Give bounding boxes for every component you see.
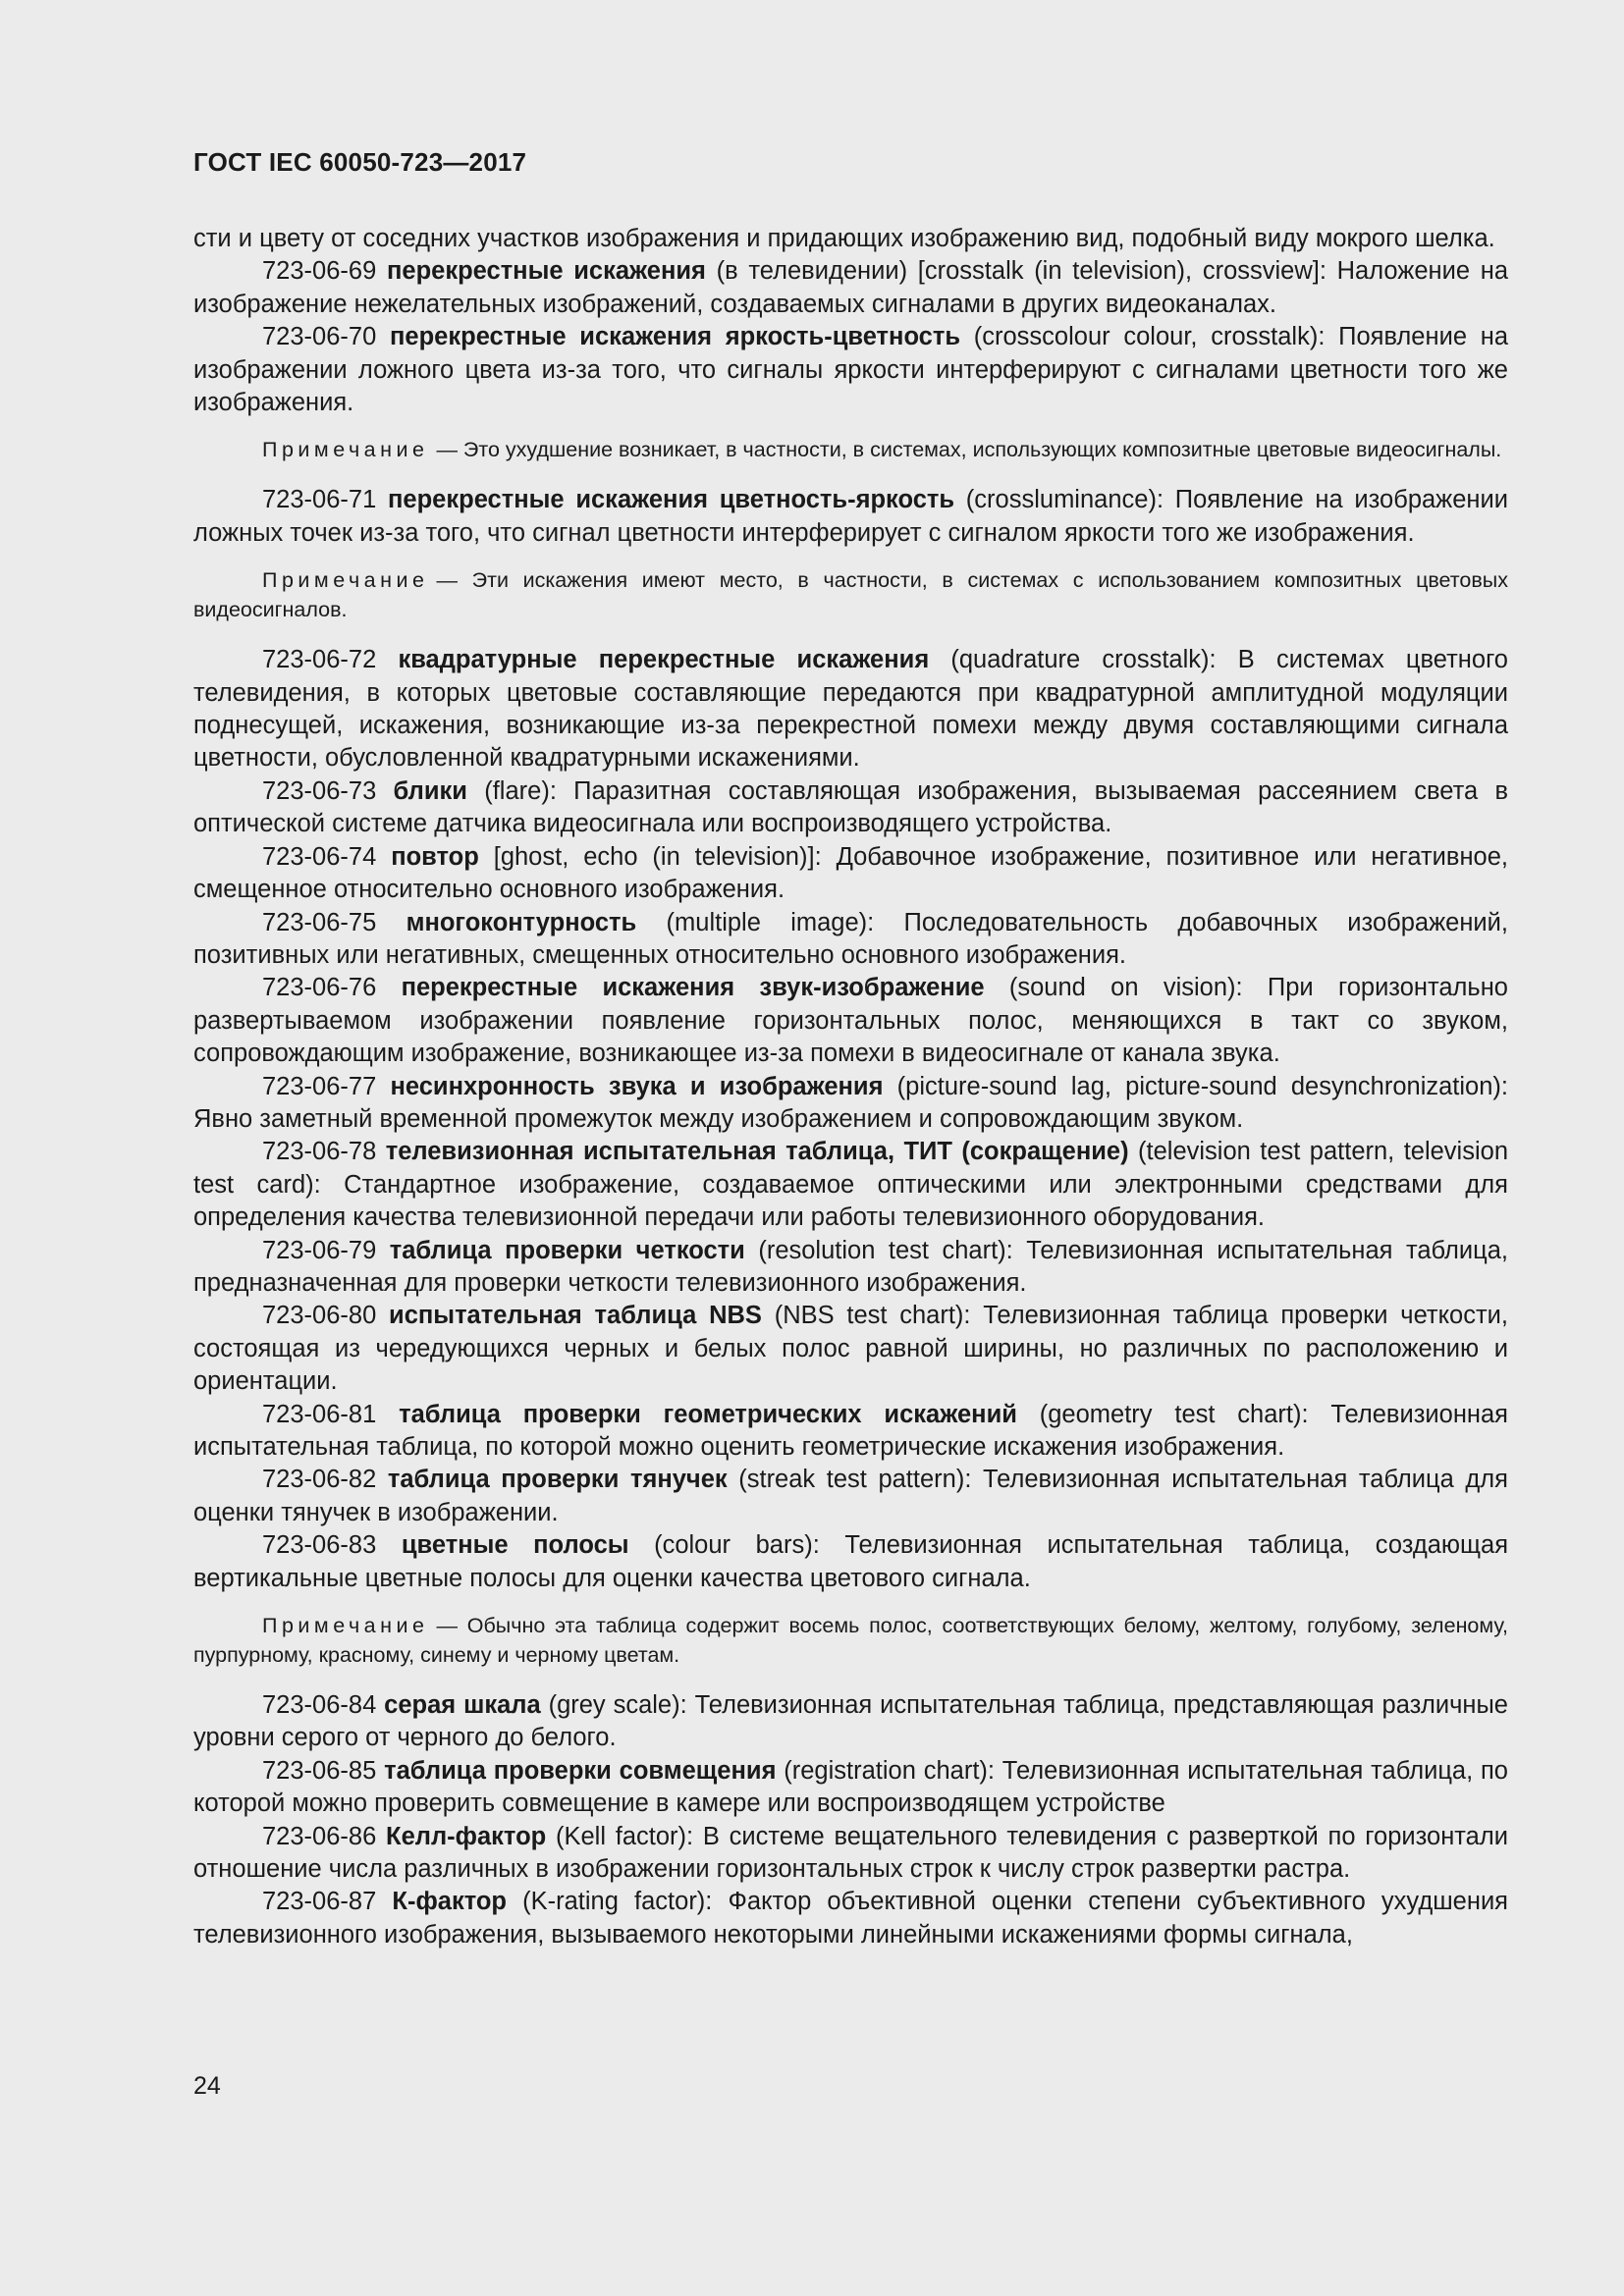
document-header: ГОСТ IEC 60050-723—2017	[193, 147, 527, 177]
term-title: серая шкала	[384, 1691, 541, 1720]
term-number: 723-06-77	[262, 1072, 377, 1100]
term-number: 723-06-73	[262, 776, 377, 805]
term-number: 723-06-81	[262, 1400, 377, 1428]
page-number: 24	[193, 2072, 221, 2100]
term-definition: (television test pattern, television test card): Стандартное изображение, создаваемое оптическими или электронными средствами для определения качества телевизионной передачи или работы телевизионного оборудования.	[193, 1138, 1508, 1232]
term-entry	[193, 1399, 1508, 1465]
term-entry	[193, 1235, 1508, 1301]
term-number: 723-06-71	[262, 486, 377, 514]
term-title: многоконтурность	[406, 908, 637, 936]
term-number: 723-06-79	[262, 1236, 377, 1264]
term-definition: [ghost, echo (in television)]: Добавочное изображение, позитивное или негативное, смещенное относительно основного изображения.	[193, 842, 1508, 904]
term-title: цветные полосы	[401, 1531, 629, 1560]
term-definition: (crossluminance): Появление на изображении ложных точек из-за того, что сигнал цветности интерферирует с сигналом яркости того же изображения.	[193, 486, 1508, 547]
term-title: таблица проверки геометрических искажений	[399, 1400, 1017, 1428]
term-definition: (NBS test chart): Телевизионная таблица проверки четкости, состоящая из чередующихся черных и белых полос равной ширины, но различных по расположению и ориентации.	[193, 1302, 1508, 1396]
term-title: квадратурные перекрестные искажения	[398, 646, 930, 674]
term-title: повтор	[391, 842, 479, 871]
note-paragraph	[193, 435, 1508, 464]
term-entry	[193, 484, 1508, 550]
term-number: 723-06-78	[262, 1138, 377, 1166]
term-entry	[193, 1886, 1508, 1951]
term-entry	[193, 1300, 1508, 1398]
term-entry	[193, 1136, 1508, 1234]
term-definition: (sound on vision): При горизонтально развертываемом изображении появление горизонтальных полос, меняющихся в такт со звуком, сопровождающим изображение, возникающее из-за помехи в видеосигнале от канала звука.	[193, 974, 1508, 1068]
term-definition: (crosscolour colour, crosstalk): Появление на изображении ложного цвета из-за того, что сигналы яркости интерферируют с сигналами цветности того же изображения.	[193, 323, 1509, 417]
term-number: 723-06-72	[262, 646, 377, 674]
term-number: 723-06-85	[262, 1756, 377, 1785]
term-definition: (quadrature crosstalk): В системах цветного телевидения, в которых цветовые составляющие передаются при квадратурной амплитудной модуляции поднесущей, искажения, возникающие из-за перекрестной помехи между двумя составляющими сигнала цветности, обусловленной квадратурными искажениями.	[193, 646, 1508, 773]
term-entry	[193, 255, 1508, 321]
term-entry	[193, 1689, 1508, 1755]
document-body	[193, 223, 1508, 1951]
term-entry	[193, 1464, 1508, 1529]
note-label: Примечание	[262, 438, 429, 462]
term-title: блики	[393, 776, 467, 805]
term-number: 723-06-83	[262, 1531, 377, 1560]
note-paragraph	[193, 1611, 1508, 1670]
term-number: 723-06-76	[262, 974, 377, 1002]
term-title: перекрестные искажения	[386, 257, 706, 286]
term-definition: (colour bars): Телевизионная испытательная таблица, создающая вертикальные цветные полосы для оценки качества цветового сигнала.	[193, 1531, 1509, 1592]
term-title: К-фактор	[392, 1888, 508, 1916]
term-entry	[193, 775, 1508, 841]
note-text: — Это ухудшение возникает, в частности, в системах, использующих композитные цветовые видеосигналы.	[436, 438, 1502, 462]
term-definition: (streak test pattern): Телевизионная испытательная таблица для оценки тянучек в изображении.	[193, 1466, 1508, 1526]
term-title: перекрестные искажения яркость-цветность	[390, 323, 961, 351]
term-title: телевизионная испытательная таблица, ТИТ (сокращение)	[385, 1138, 1129, 1166]
term-title: испытательная таблица NBS	[389, 1302, 762, 1330]
term-entry	[193, 907, 1508, 973]
term-title: несинхронность звука и изображения	[390, 1072, 884, 1100]
note-label: Примечание	[262, 1614, 429, 1638]
term-entry	[193, 1529, 1508, 1595]
term-number: 723-06-70	[262, 323, 377, 351]
term-definition: (flare): Паразитная составляющая изображения, вызываемая рассеянием света в оптической системе датчика видеосигнала или воспроизводящего устройства.	[193, 776, 1508, 838]
term-title: таблица проверки четкости	[389, 1236, 745, 1264]
term-definition: (picture-sound lag, picture-sound desynchronization): Явно заметный временной промежуток между изображением и сопровождающим звуком.	[193, 1072, 1508, 1133]
term-title: таблица проверки тянучек	[387, 1466, 728, 1494]
term-entry	[193, 972, 1508, 1070]
note-text: — Обычно эта таблица содержит восемь полос, соответствующих белому, желтому, голубому, зеленому, пурпурному, красному, синему и черному цветам.	[193, 1614, 1508, 1668]
intro-paragraph: сти и цвету от соседних участков изображения и придающих изображению вид, подобный виду мокрого шелка.	[193, 225, 1495, 252]
term-entry	[193, 321, 1508, 419]
term-number: 723-06-74	[262, 842, 377, 871]
term-definition: (grey scale): Телевизионная испытательная таблица, представляющая различные уровни серого от черного до белого.	[193, 1691, 1508, 1752]
term-title: Келл-фактор	[386, 1822, 547, 1850]
term-definition: (в телевидении) [crosstalk (in television), crossview]: Наложение на изображение нежелательных изображений, создаваемых сигналами в других видеоканалах.	[193, 257, 1509, 318]
term-title: таблица проверки совмещения	[384, 1756, 777, 1785]
term-definition: (resolution test chart): Телевизионная испытательная таблица, предназначенная для проверки четкости телевизионного изображения.	[193, 1236, 1508, 1297]
term-entry	[193, 1755, 1508, 1821]
term-definition: (geometry test chart): Телевизионная испытательная таблица, по которой можно оценить геометрические искажения изображения.	[193, 1400, 1508, 1461]
term-number: 723-06-69	[262, 257, 377, 286]
term-entry	[193, 1071, 1508, 1137]
term-definition: (registration chart): Телевизионная испытательная таблица, по которой можно проверить совмещение в камере или воспроизводящем устройстве	[193, 1756, 1508, 1818]
term-number: 723-06-82	[262, 1466, 377, 1494]
term-entry	[193, 1821, 1508, 1887]
term-title: перекрестные искажения звук-изображение	[401, 974, 985, 1002]
term-entry	[193, 841, 1508, 907]
term-number: 723-06-84	[262, 1691, 377, 1720]
term-number: 723-06-86	[262, 1822, 377, 1850]
term-entry	[193, 644, 1508, 775]
term-number: 723-06-75	[262, 908, 377, 936]
term-number: 723-06-87	[262, 1888, 377, 1916]
term-title: перекрестные искажения цветность-яркость	[388, 486, 955, 514]
note-label: Примечание	[262, 568, 429, 593]
term-definition: (K-rating factor): Фактор объективной оценки степени субъективного ухудшения телевизионного изображения, вызываемого некоторыми линейными искажениями формы сигнала,	[193, 1888, 1508, 1949]
note-text: — Эти искажения имеют место, в частности, в системах с использованием композитных цветовых видеосигналов.	[193, 568, 1508, 622]
term-definition: (Kell factor): В системе вещательного телевидения с разверткой по горизонтали отношение числа различных в изображении горизонтальных строк к числу строк развертки растра.	[193, 1822, 1508, 1884]
note-paragraph	[193, 565, 1508, 624]
term-number: 723-06-80	[262, 1302, 377, 1330]
term-definition: (multiple image): Последовательность добавочных изображений, позитивных или негативных, смещенных относительно основного изображения.	[193, 908, 1508, 969]
